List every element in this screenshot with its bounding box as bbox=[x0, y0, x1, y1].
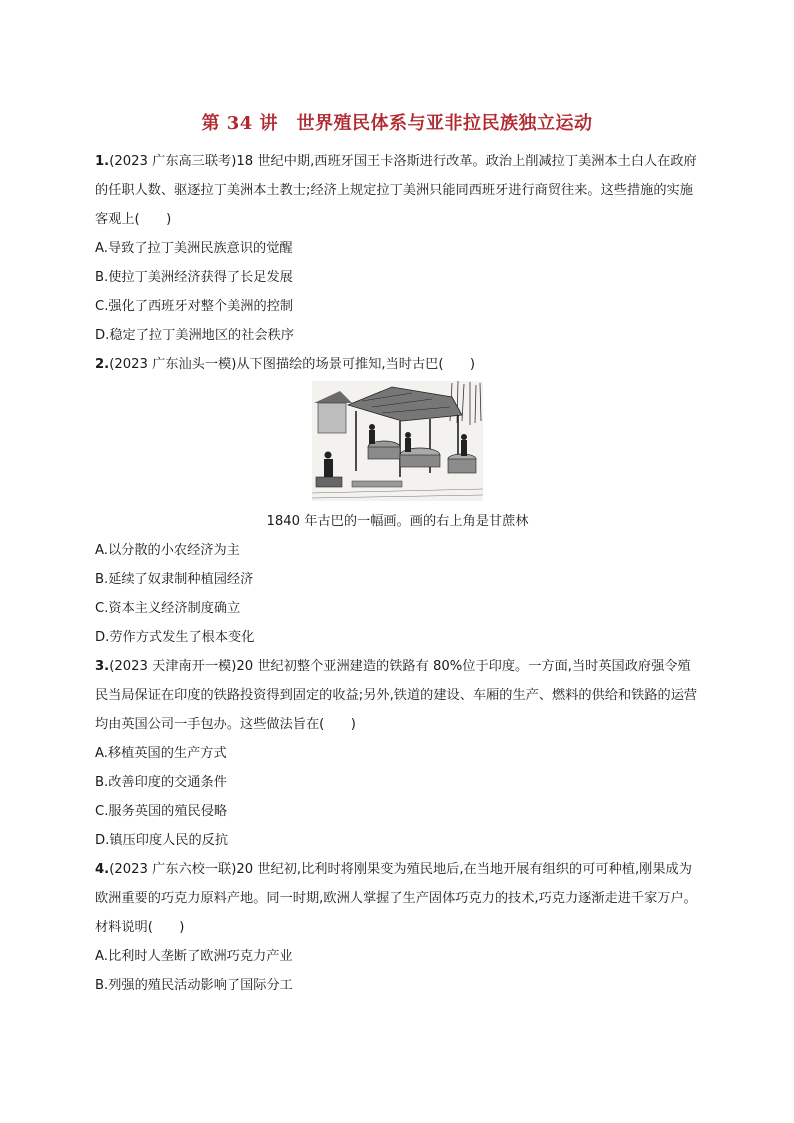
question-number: 2. bbox=[95, 357, 110, 372]
question-2 bbox=[95, 350, 700, 652]
option-a: A.比利时人垄断了欧洲巧克力产业 bbox=[95, 949, 293, 964]
question-stem bbox=[95, 147, 700, 234]
option-c: C.服务英国的殖民侵略 bbox=[95, 804, 228, 819]
option-b: B.延续了奴隶制种植园经济 bbox=[95, 572, 254, 587]
option-a: A.以分散的小农经济为主 bbox=[95, 543, 240, 558]
page-title: 第 34 讲 世界殖民体系与亚非拉民族独立运动 bbox=[201, 113, 593, 134]
question-text: (2023 广东汕头一模)从下图描绘的场景可推知,当时古巴( ) bbox=[109, 357, 476, 372]
question-3 bbox=[95, 652, 700, 855]
option-d: D.稳定了拉丁美洲地区的社会秩序 bbox=[95, 328, 294, 343]
question-number: 4. bbox=[95, 862, 110, 877]
question-text: (2023 天津南开一模)20 世纪初整个亚洲建造的铁路有 80%位于印度。一方面,当时英国政府强令殖民当局保证在印度的铁路投资得到固定的收益;另外,铁道的建设、车厢的生产、燃料的供给和铁路的运营均由英国公司一手包办。这些做法旨在( ) bbox=[95, 659, 698, 732]
option-b: B.改善印度的交通条件 bbox=[95, 775, 227, 790]
option-d: D.镇压印度人民的反抗 bbox=[95, 833, 229, 848]
option-c: C.资本主义经济制度确立 bbox=[95, 601, 241, 616]
question-list bbox=[95, 147, 700, 1000]
question-1 bbox=[95, 147, 700, 350]
cuba-sugar-mill-engraving bbox=[312, 381, 483, 501]
question-stem bbox=[95, 652, 700, 739]
option-b: B.使拉丁美洲经济获得了长足发展 bbox=[95, 270, 293, 285]
figure bbox=[95, 381, 700, 501]
option-a: A.移植英国的生产方式 bbox=[95, 746, 227, 761]
question-text: (2023 广东高三联考)18 世纪中期,西班牙国王卡洛斯进行改革。政治上削减拉丁美洲本土白人在政府的任职人数、驱逐拉丁美洲本土教士;经济上规定拉丁美洲只能同西班牙进行商贸往来。这些措施的实施客观上( ) bbox=[95, 154, 697, 227]
question-number: 3. bbox=[95, 659, 110, 674]
option-b: B.列强的殖民活动影响了国际分工 bbox=[95, 978, 293, 993]
figure-caption: 1840 年古巴的一幅画。画的右上角是甘蔗林 bbox=[266, 514, 529, 529]
question-number: 1. bbox=[95, 154, 110, 169]
option-d: D.劳作方式发生了根本变化 bbox=[95, 630, 255, 645]
option-c: C.强化了西班牙对整个美洲的控制 bbox=[95, 299, 294, 314]
question-stem bbox=[95, 350, 700, 379]
option-a: A.导致了拉丁美洲民族意识的觉醒 bbox=[95, 241, 293, 256]
question-text: (2023 广东六校一联)20 世纪初,比利时将刚果变为殖民地后,在当地开展有组织的可可种植,刚果成为欧洲重要的巧克力原料产地。同一时期,欧洲人掌握了生产固体巧克力的技术,巧克力逐渐走进千家万户。材料说明( ) bbox=[95, 862, 697, 935]
question-4 bbox=[95, 855, 700, 1000]
question-stem bbox=[95, 855, 700, 942]
